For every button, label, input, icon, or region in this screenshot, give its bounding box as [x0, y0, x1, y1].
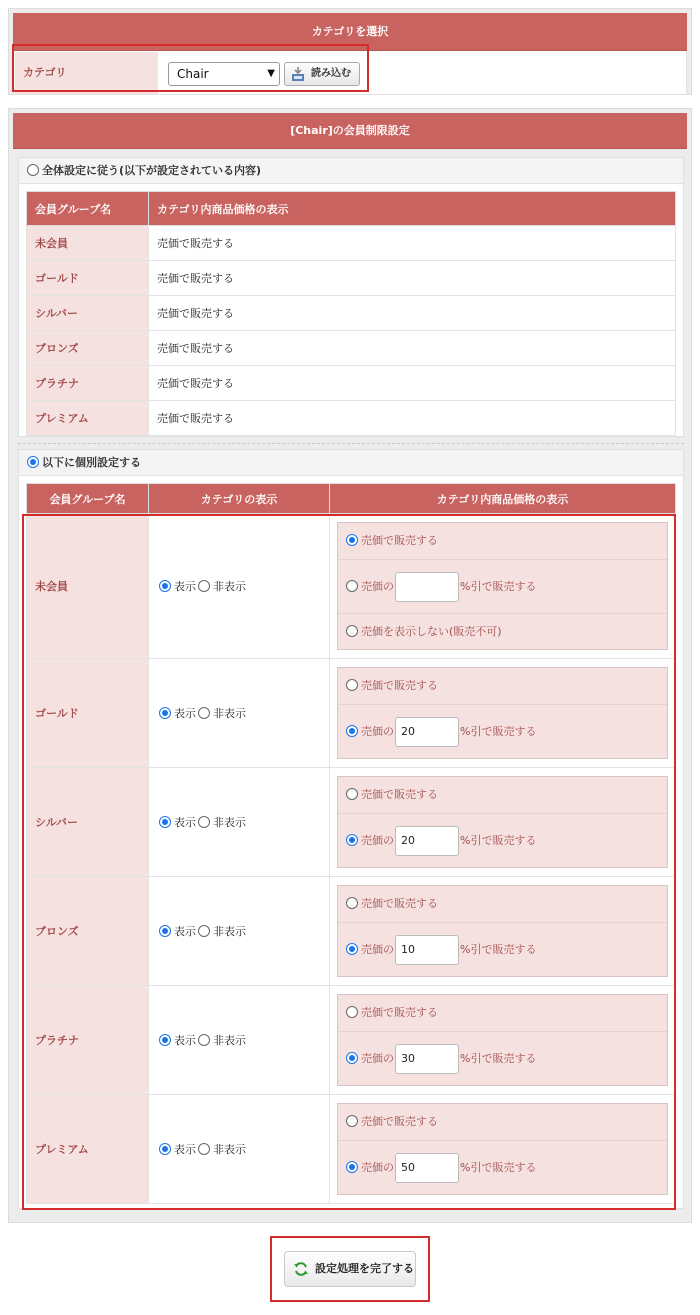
category-label: カテゴリ: [15, 52, 158, 94]
price-display: 売価で販売する: [149, 366, 676, 401]
global-setting-section: [18, 157, 684, 437]
group-name: ブロンズ: [27, 877, 149, 986]
price-display-options: [330, 514, 676, 659]
discount-suffix: %引で販売する: [460, 834, 537, 847]
price-option-sell[interactable]: [338, 1104, 667, 1140]
load-button[interactable]: [284, 62, 360, 86]
chevron-down-icon: ▼: [267, 68, 275, 79]
price-option-discount[interactable]: [338, 1140, 667, 1194]
col-price-display: カテゴリ内商品価格の表示: [149, 192, 676, 226]
hide-label: 非表示: [213, 925, 246, 938]
discount-input[interactable]: 20: [395, 826, 459, 856]
table-row: [27, 986, 676, 1095]
load-icon: [291, 66, 305, 82]
radio-price-sell[interactable]: [346, 1115, 358, 1127]
radio-show[interactable]: [159, 707, 171, 719]
group-name: プラチナ: [27, 986, 149, 1095]
price-display-options: [330, 768, 676, 877]
category-display-options: [149, 986, 330, 1095]
table-row: [27, 226, 676, 261]
radio-price-sell[interactable]: [346, 534, 358, 546]
price-option-sell-label: 売価で販売する: [361, 1006, 438, 1019]
price-option-discount[interactable]: [338, 704, 667, 758]
discount-suffix: %引で販売する: [460, 580, 537, 593]
refresh-icon: [293, 1261, 309, 1277]
category-display-options: [149, 768, 330, 877]
category-dropdown-value: Chair: [177, 67, 209, 81]
price-option-sell-label: 売価で販売する: [361, 897, 438, 910]
radio-show[interactable]: [159, 816, 171, 828]
price-option-sell[interactable]: [338, 668, 667, 704]
individual-setting-section: [18, 449, 684, 1209]
discount-prefix: 売価の: [361, 580, 394, 593]
price-option-sell-label: 売価で販売する: [361, 788, 438, 801]
price-display: 売価で販売する: [149, 331, 676, 366]
discount-suffix: %引で販売する: [460, 1052, 537, 1065]
radio-price-discount[interactable]: [346, 1161, 358, 1173]
load-button-label: 読み込む: [311, 68, 351, 79]
price-option-sell-label: 売価で販売する: [361, 679, 438, 692]
radio-show[interactable]: [159, 1034, 171, 1046]
hide-label: 非表示: [213, 816, 246, 829]
table-row: [27, 366, 676, 401]
show-label: 表示: [174, 707, 196, 720]
radio-hide[interactable]: [198, 925, 210, 937]
discount-suffix: %引で販売する: [460, 1161, 537, 1174]
section-divider: [18, 443, 684, 444]
global-setting-label: 全体設定に従う(以下が設定されている内容): [42, 164, 262, 177]
show-label: 表示: [174, 1143, 196, 1156]
complete-settings-label: 設定処理を完了する: [315, 1262, 414, 1275]
complete-settings-button[interactable]: [284, 1251, 416, 1287]
group-name: ブロンズ: [27, 331, 149, 366]
discount-prefix: 売価の: [361, 1052, 394, 1065]
radio-hide[interactable]: [198, 707, 210, 719]
price-display: 売価で販売する: [149, 401, 676, 436]
discount-input[interactable]: 30: [395, 1044, 459, 1074]
group-name: プレミアム: [27, 1095, 149, 1204]
table-header-row: [27, 484, 676, 514]
radio-individual-setting[interactable]: [27, 456, 39, 468]
price-display-options: [330, 1095, 676, 1204]
category-display-options: [149, 514, 330, 659]
price-option-group: [337, 1103, 668, 1195]
col-group-name: 会員グループ名: [27, 192, 149, 226]
col-group-name: 会員グループ名: [27, 484, 149, 514]
show-label: 表示: [174, 816, 196, 829]
membership-settings-panel: [8, 108, 692, 1223]
group-name: シルバー: [27, 768, 149, 877]
radio-show[interactable]: [159, 580, 171, 592]
hide-label: 非表示: [213, 707, 246, 720]
hide-label: 非表示: [213, 1143, 246, 1156]
category-dropdown[interactable]: [168, 62, 280, 86]
show-label: 表示: [174, 580, 196, 593]
category-select-panel: [8, 8, 692, 95]
price-option-sell[interactable]: [338, 995, 667, 1031]
price-display-options: [330, 986, 676, 1095]
price-option-discount[interactable]: [338, 1031, 667, 1085]
price-option-discount[interactable]: [338, 813, 667, 867]
price-option-no-sale-label: 売価を表示しない(販売不可): [361, 625, 502, 638]
table-row: [27, 261, 676, 296]
group-name: ゴールド: [27, 659, 149, 768]
category-display-options: [149, 877, 330, 986]
table-row: [27, 877, 676, 986]
table-header-row: [27, 192, 676, 226]
group-name: シルバー: [27, 296, 149, 331]
radio-show[interactable]: [159, 1143, 171, 1155]
category-display-options: [149, 1095, 330, 1204]
submit-highlight: [270, 1236, 430, 1302]
table-row: [27, 401, 676, 436]
individual-setting-label: 以下に個別設定する: [42, 456, 141, 469]
radio-hide[interactable]: [198, 1034, 210, 1046]
show-label: 表示: [174, 1034, 196, 1047]
radio-price-discount[interactable]: [346, 580, 358, 592]
radio-hide[interactable]: [198, 1143, 210, 1155]
radio-hide[interactable]: [198, 580, 210, 592]
price-display-options: [330, 877, 676, 986]
table-row: [27, 768, 676, 877]
radio-price-sell[interactable]: [346, 1006, 358, 1018]
category-select-header: カテゴリを選択: [13, 13, 687, 51]
radio-price-discount[interactable]: [346, 943, 358, 955]
col-category-display: カテゴリの表示: [149, 484, 330, 514]
hide-label: 非表示: [213, 1034, 246, 1047]
discount-input[interactable]: 50: [395, 1153, 459, 1183]
group-name: プレミアム: [27, 401, 149, 436]
discount-suffix: %引で販売する: [460, 943, 537, 956]
price-display: 売価で販売する: [149, 261, 676, 296]
individual-price-table: [26, 483, 676, 1204]
group-name: 未会員: [27, 514, 149, 659]
radio-price-discount[interactable]: [346, 725, 358, 737]
hide-label: 非表示: [213, 580, 246, 593]
discount-suffix: %引で販売する: [460, 725, 537, 738]
price-option-group: [337, 522, 668, 650]
price-option-group: [337, 776, 668, 868]
price-option-no-sale[interactable]: [338, 613, 667, 649]
table-row: [27, 1095, 676, 1204]
radio-global-setting[interactable]: [27, 164, 39, 176]
table-row: [27, 659, 676, 768]
category-display-options: [149, 659, 330, 768]
price-display-options: [330, 659, 676, 768]
group-name: 未会員: [27, 226, 149, 261]
radio-show[interactable]: [159, 925, 171, 937]
table-row: [27, 514, 676, 659]
radio-price-discount[interactable]: [346, 834, 358, 846]
membership-settings-header: [Chair]の会員制限設定: [13, 113, 687, 149]
group-name: プラチナ: [27, 366, 149, 401]
discount-prefix: 売価の: [361, 1161, 394, 1174]
price-option-sell-label: 売価で販売する: [361, 1115, 438, 1128]
radio-hide[interactable]: [198, 816, 210, 828]
radio-price-discount[interactable]: [346, 1052, 358, 1064]
price-option-sell[interactable]: [338, 886, 667, 922]
col-price-display: カテゴリ内商品価格の表示: [330, 484, 676, 514]
radio-price-sell[interactable]: [346, 897, 358, 909]
discount-input[interactable]: 20: [395, 717, 459, 747]
discount-prefix: 売価の: [361, 725, 394, 738]
radio-price-sell[interactable]: [346, 679, 358, 691]
global-setting-option[interactable]: [19, 158, 683, 184]
price-option-sell[interactable]: [338, 523, 667, 559]
price-option-discount[interactable]: [338, 559, 667, 613]
price-option-sell-label: 売価で販売する: [361, 534, 438, 547]
price-option-group: [337, 994, 668, 1086]
radio-price-sell[interactable]: [346, 788, 358, 800]
group-name: ゴールド: [27, 261, 149, 296]
discount-input[interactable]: 10: [395, 935, 459, 965]
price-display: 売価で販売する: [149, 296, 676, 331]
radio-price-no-sale[interactable]: [346, 625, 358, 637]
table-row: [27, 331, 676, 366]
price-option-group: [337, 885, 668, 977]
table-row: [27, 296, 676, 331]
price-option-sell[interactable]: [338, 777, 667, 813]
price-display: 売価で販売する: [149, 226, 676, 261]
price-option-discount[interactable]: [338, 922, 667, 976]
show-label: 表示: [174, 925, 196, 938]
discount-input[interactable]: [395, 572, 459, 602]
individual-setting-option[interactable]: [19, 450, 683, 476]
price-option-group: [337, 667, 668, 759]
discount-prefix: 売価の: [361, 943, 394, 956]
discount-prefix: 売価の: [361, 834, 394, 847]
global-price-table: [26, 191, 676, 436]
category-row: [13, 51, 687, 95]
